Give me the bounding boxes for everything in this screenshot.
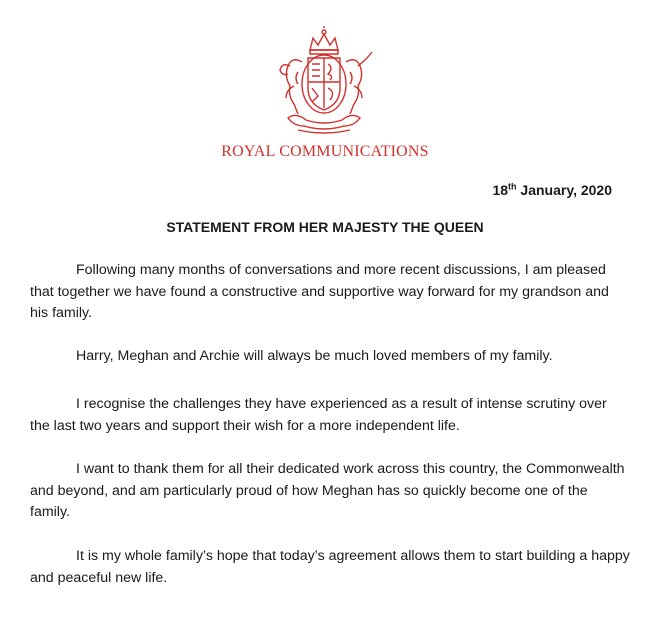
letterhead-title: ROYAL COMMUNICATIONS	[221, 143, 429, 160]
paragraph-2: Harry, Meghan and Archie will always be much loved members of my family.	[76, 348, 553, 364]
statement-title: STATEMENT FROM HER MAJESTY THE QUEEN	[166, 219, 484, 235]
paragraph-4: I want to thank them for all their dedicated work across this country, the Commonwealth and beyond, and am particularly proud of how Meghan has so quickly become one of the family.	[30, 461, 625, 520]
date-suffix: th	[508, 181, 517, 192]
paragraph-3: I recognise the challenges they have experienced as a result of intense scrutiny over the last two years and support their wish for a more independent life.	[30, 396, 607, 434]
date-rest: January, 2020	[516, 182, 612, 198]
paragraph-1: Following many months of conversations and more recent discussions, I am pleased that together we have found a constructive and supportive way forward for my grandson and his family.	[30, 262, 609, 321]
royal-coat-of-arms-icon	[268, 26, 380, 136]
paragraph-5: It is my whole family’s hope that today’s agreement allows them to start building a happy and peaceful new life.	[30, 548, 630, 586]
date-day: 18	[492, 182, 509, 198]
statement-date	[492, 182, 612, 198]
